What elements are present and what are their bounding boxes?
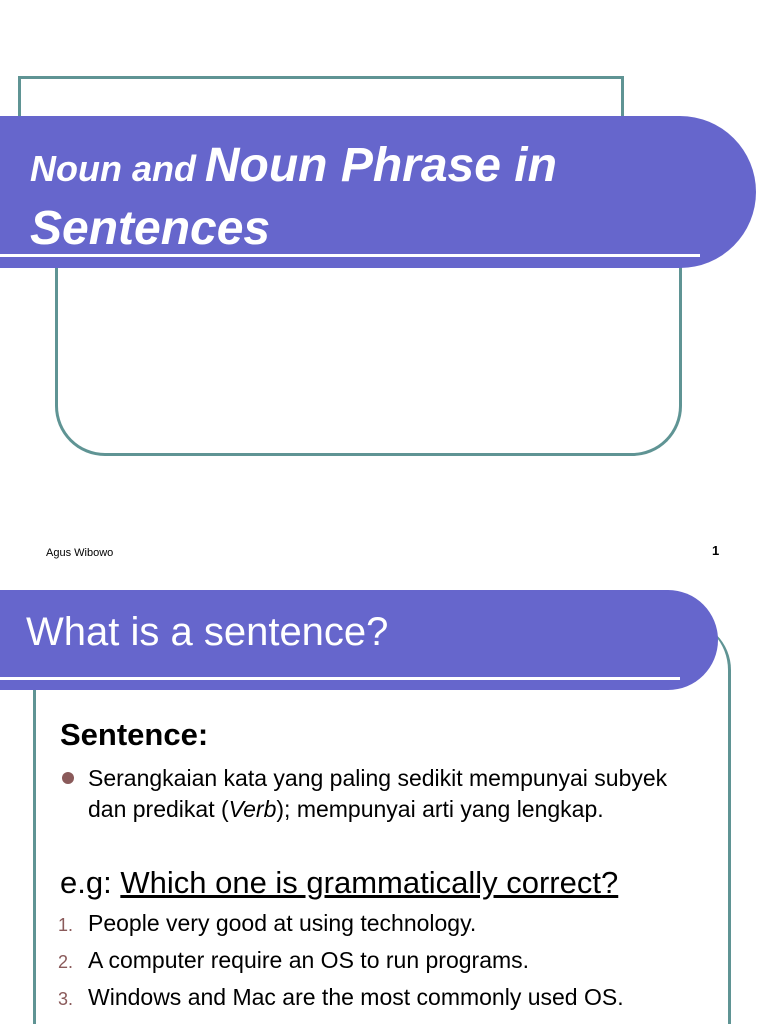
footer-author: Agus Wibowo — [46, 547, 114, 559]
list-number: 3. — [58, 989, 74, 1009]
definition-part-1: Serangkaian kata yang paling sedikit mempunyai subyek dan predikat ( — [88, 765, 668, 822]
title-part-2: Noun Phrase in — [204, 139, 557, 192]
bullet-dot-icon — [62, 772, 74, 784]
decorative-frame-bottom — [55, 250, 682, 456]
slide-heading: What is a sentence? — [26, 610, 389, 654]
page-number: 1 — [712, 543, 720, 558]
title-part-1: Noun and — [30, 148, 196, 189]
list-number: 1. — [58, 915, 74, 935]
sentence-subheading: Sentence: — [60, 717, 209, 752]
slide-title — [30, 134, 730, 261]
heading-rule — [0, 677, 680, 680]
example-prefix: e.g: — [60, 865, 112, 900]
example-question: Which one is grammatically correct? — [120, 865, 619, 900]
list-item-text: A computer require an OS to run programs. — [88, 947, 530, 973]
definition-text — [88, 763, 688, 825]
list-number: 2. — [58, 952, 74, 972]
example-line — [60, 865, 618, 901]
content-slide — [0, 580, 768, 1024]
list-item-text: Windows and Mac are the most commonly used OS. — [88, 984, 624, 1010]
definition-part-2: ); mempunyai arti yang lengkap. — [276, 796, 604, 822]
title-line-2: Sentences — [30, 202, 271, 256]
list-item-text: People very good at using technology. — [88, 910, 477, 936]
definition-italic: Verb — [228, 796, 277, 822]
